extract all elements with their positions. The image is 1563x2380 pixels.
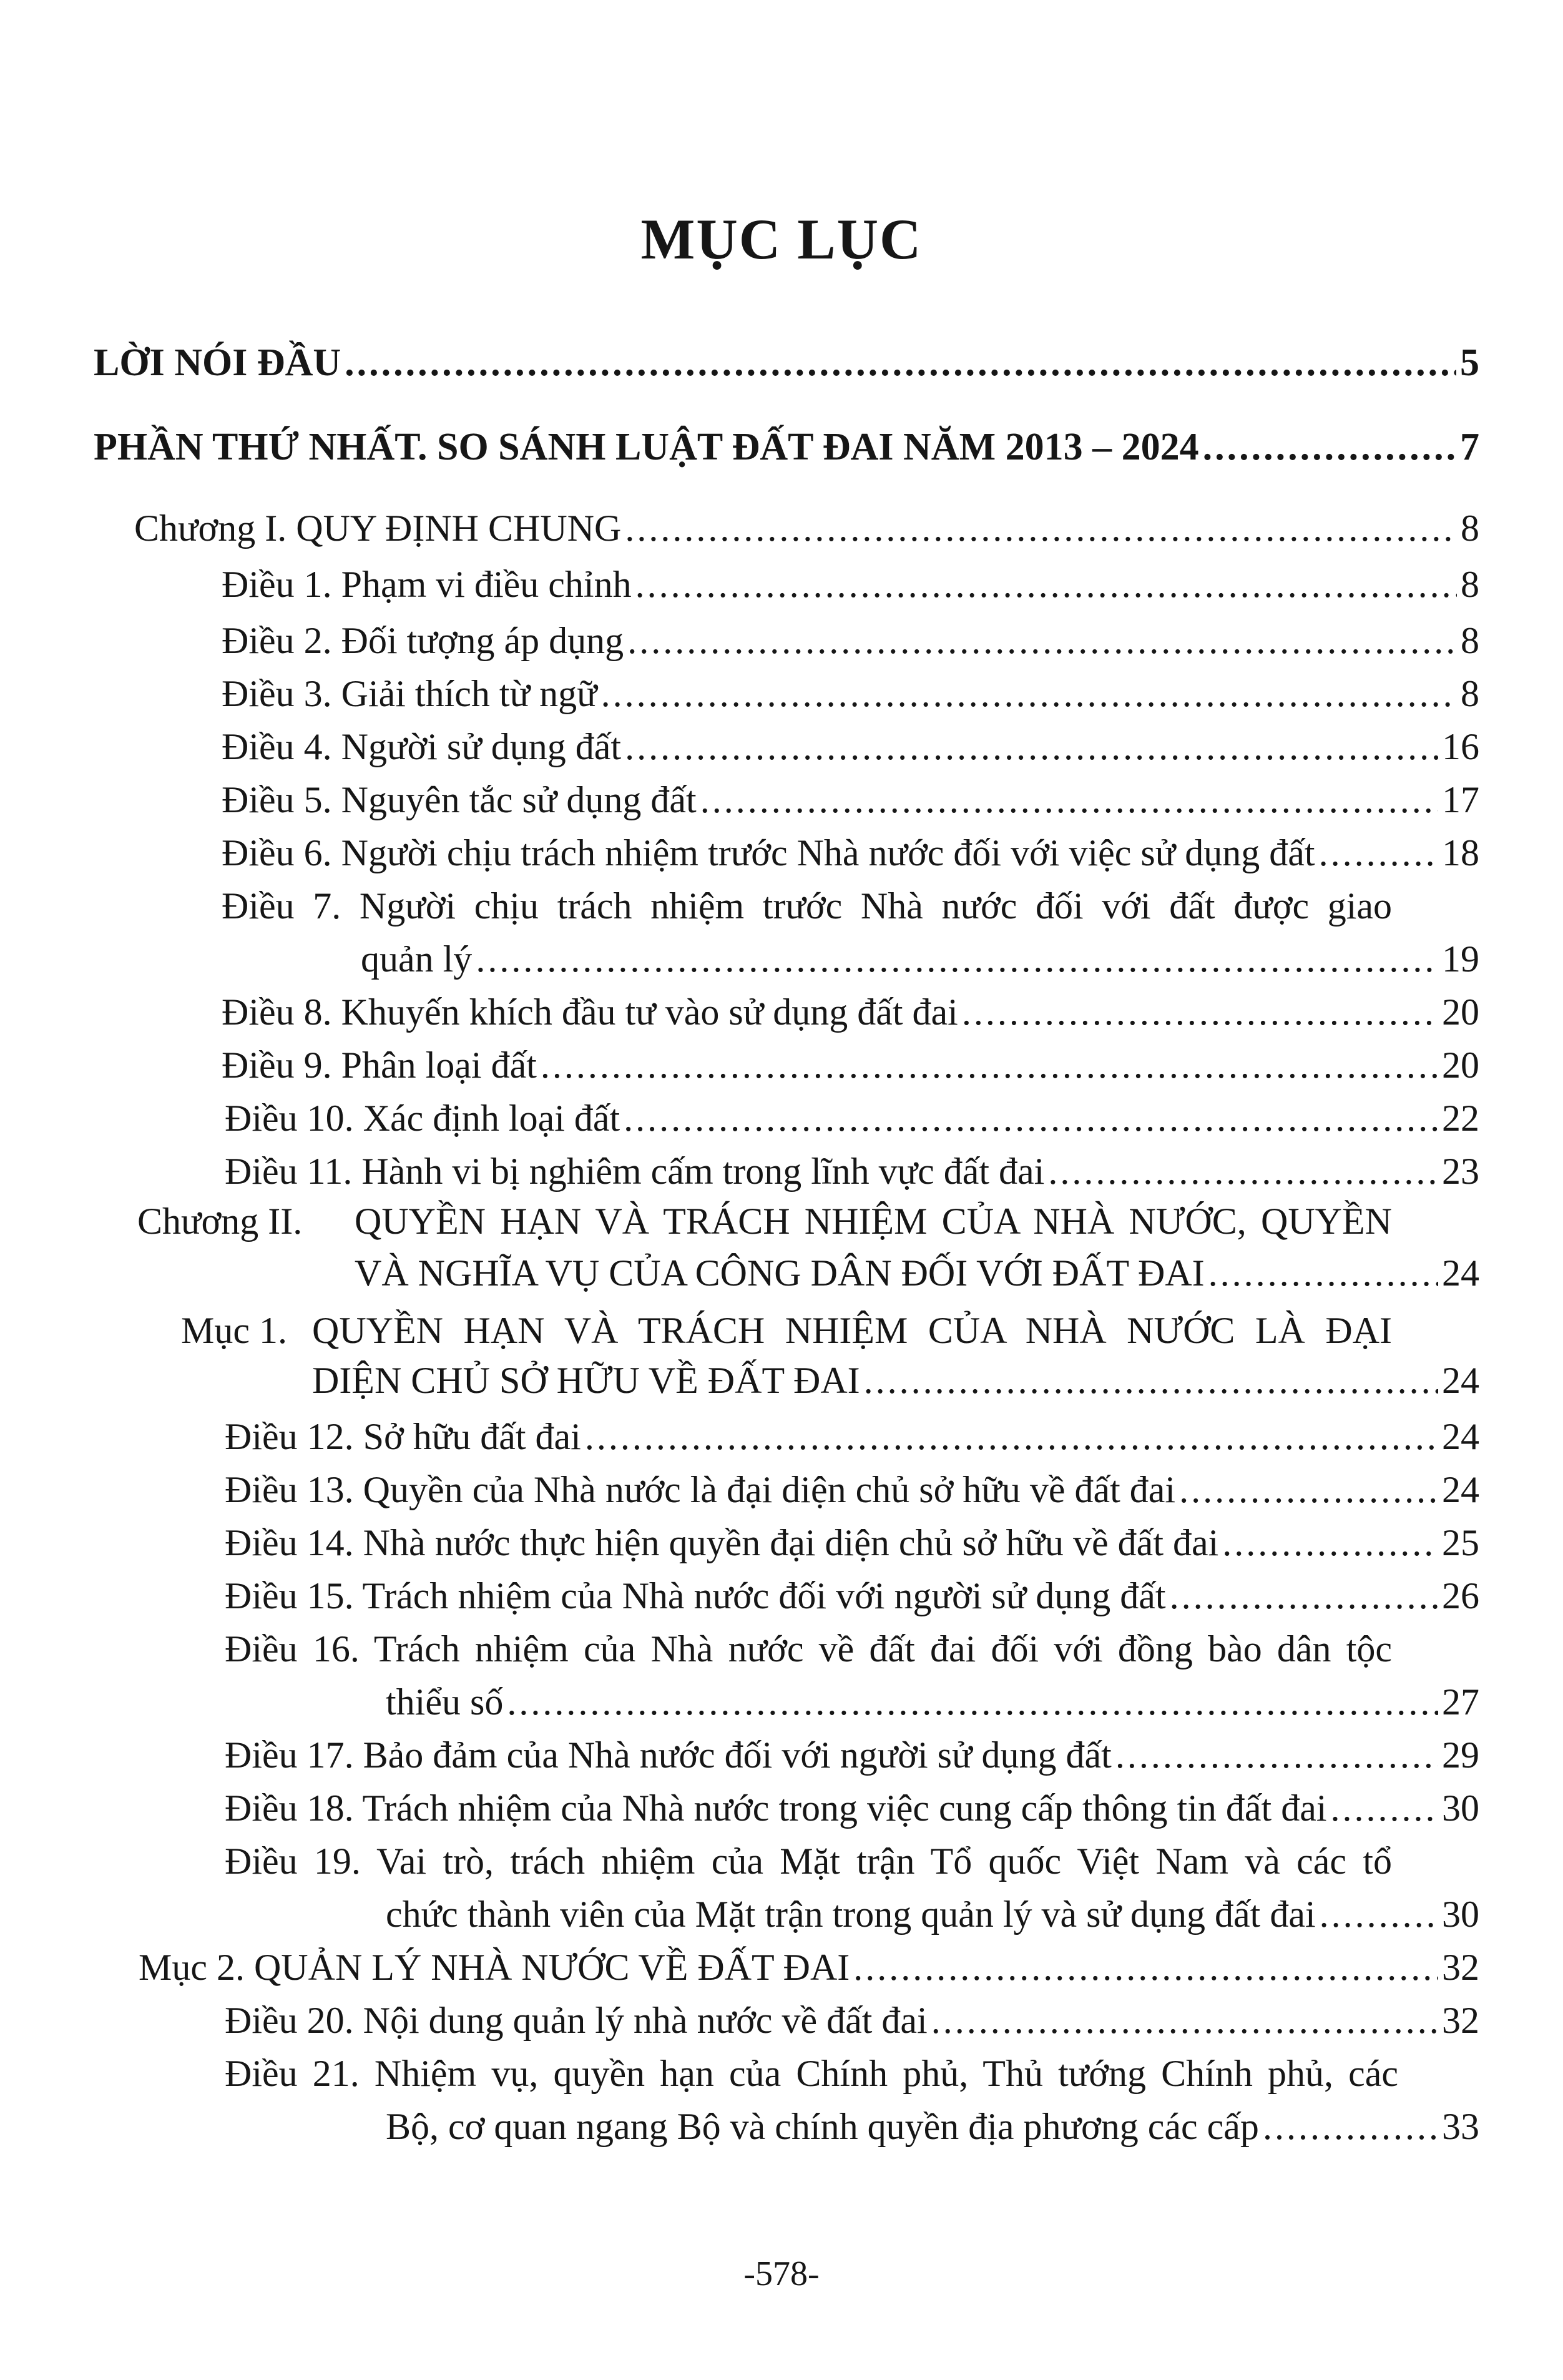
toc-label: VÀ NGHĨA VỤ CỦA CÔNG DÂN ĐỐI VỚI ĐẤT ĐAI xyxy=(355,1252,1205,1294)
toc-label: Điều 14. Nhà nước thực hiện quyền đại diện chủ sở hữu về đất đai xyxy=(225,1522,1219,1563)
dot-leader xyxy=(635,559,1457,610)
toc-page-number: 18 xyxy=(1442,832,1479,873)
toc-entry-article-11[interactable] xyxy=(225,1146,1479,1197)
toc-label: Điều 18. Trách nhiệm của Nhà nước trong việc cung cấp thông tin đất đai xyxy=(225,1787,1327,1829)
toc-entry-article-16-line1: Điều 16. Trách nhiệm của Nhà nước về đất đai đối với đồng bào dân tộc xyxy=(225,1628,1392,1669)
toc-label: Điều 12. Sở hữu đất đai xyxy=(225,1416,581,1457)
dot-leader xyxy=(625,721,1438,772)
toc-page-number: 8 xyxy=(1461,620,1479,661)
toc-label: Điều 20. Nội dung quản lý nhà nước về đất đai xyxy=(225,2000,928,2041)
dot-leader xyxy=(1319,827,1438,878)
toc-page-number: 23 xyxy=(1442,1151,1479,1192)
toc-label: Điều 8. Khuyến khích đầu tư vào sử dụng đất đai xyxy=(222,991,958,1033)
toc-entry-section-1[interactable] xyxy=(312,1355,1479,1406)
dot-leader xyxy=(476,933,1438,985)
toc-page-number: 20 xyxy=(1442,991,1479,1033)
toc-entry-article-12[interactable] xyxy=(225,1411,1479,1462)
toc-label: Điều 15. Trách nhiệm của Nhà nước đối với người sử dụng đất xyxy=(225,1575,1166,1616)
toc-page-number: 33 xyxy=(1442,2106,1479,2147)
toc-page-number: 24 xyxy=(1442,1416,1479,1457)
dot-leader xyxy=(864,1355,1438,1406)
toc-label: Điều 1. Phạm vi điều chỉnh xyxy=(222,564,632,605)
dot-leader xyxy=(1320,1889,1438,1940)
toc-page-number: 32 xyxy=(1442,2000,1479,2041)
toc-label: Điều 2. Đối tượng áp dụng xyxy=(222,620,624,661)
toc-page-number: 16 xyxy=(1442,726,1479,767)
dot-leader xyxy=(624,1093,1438,1144)
toc-page-number: 26 xyxy=(1442,1575,1479,1616)
dot-leader xyxy=(625,503,1457,554)
dot-leader xyxy=(1048,1146,1438,1197)
toc-entry-article-4[interactable] xyxy=(222,721,1479,772)
toc-page-number: 30 xyxy=(1442,1787,1479,1829)
toc-label: Điều 13. Quyền của Nhà nước là đại diện chủ sở hữu về đất đai xyxy=(225,1469,1176,1510)
toc-label: PHẦN THỨ NHẤT. SO SÁNH LUẬT ĐẤT ĐAI NĂM 2013 – 2024 xyxy=(94,426,1199,468)
toc-entry-article-21[interactable] xyxy=(386,2101,1479,2152)
toc-label: quản lý xyxy=(361,938,473,980)
dot-leader xyxy=(853,1942,1438,1993)
toc-entry-section-1-line1: QUYỀN HẠN VÀ TRÁCH NHIỆM CỦA NHÀ NƯỚC LÀ ĐẠI xyxy=(312,1310,1392,1351)
toc-entry-article-16[interactable] xyxy=(386,1676,1479,1728)
toc-entry-article-7[interactable] xyxy=(361,933,1479,985)
toc-label: Bộ, cơ quan ngang Bộ và chính quyền địa phương các cấp xyxy=(386,2106,1259,2147)
toc-entry-section-2[interactable] xyxy=(139,1942,1479,1993)
dot-leader xyxy=(1208,1247,1438,1299)
toc-page-number: 24 xyxy=(1442,1469,1479,1510)
dot-leader xyxy=(541,1040,1438,1091)
dot-leader xyxy=(1263,2101,1438,2152)
toc-entry-article-17[interactable] xyxy=(225,1729,1479,1781)
toc-entry-article-19[interactable] xyxy=(386,1889,1479,1940)
toc-entry-article-19-line1: Điều 19. Vai trò, trách nhiệm của Mặt trận Tổ quốc Việt Nam và các tổ xyxy=(225,1841,1392,1882)
toc-page-number: 24 xyxy=(1442,1360,1479,1401)
page-title: MỤC LỤC xyxy=(640,207,923,271)
toc-label: LỜI NÓI ĐẦU xyxy=(94,342,341,384)
toc-label: chức thành viên của Mặt trận trong quản lý và sử dụng đất đai xyxy=(386,1894,1316,1935)
dot-leader xyxy=(1203,421,1456,473)
toc-page-number: 27 xyxy=(1442,1681,1479,1723)
toc-page-number: 24 xyxy=(1442,1252,1479,1294)
toc-entry-chapter-2-line1: QUYỀN HẠN VÀ TRÁCH NHIỆM CỦA NHÀ NƯỚC, QUYỀN xyxy=(355,1201,1392,1242)
toc-entry-article-1[interactable] xyxy=(222,559,1479,610)
dot-leader xyxy=(1331,1783,1439,1834)
dot-leader xyxy=(1179,1464,1438,1515)
dot-leader xyxy=(1170,1570,1438,1621)
toc-page-number: 8 xyxy=(1461,508,1479,549)
toc-page-number: 25 xyxy=(1442,1522,1479,1563)
toc-entry-article-21-line1: Điều 21. Nhiệm vụ, quyền hạn của Chính phủ, Thủ tướng Chính phủ, các xyxy=(225,2053,1398,2094)
dot-leader xyxy=(962,986,1438,1038)
toc-entry-preface[interactable] xyxy=(94,337,1479,388)
toc-entry-part-1[interactable] xyxy=(94,421,1479,473)
toc-label: Chương I. QUY ĐỊNH CHUNG xyxy=(134,508,622,549)
toc-entry-article-18[interactable] xyxy=(225,1783,1479,1834)
toc-entry-article-13[interactable] xyxy=(225,1464,1479,1515)
toc-page-number: 8 xyxy=(1461,673,1479,714)
toc-label: Điều 9. Phân loại đất xyxy=(222,1045,537,1086)
toc-entry-article-3[interactable] xyxy=(222,668,1479,719)
toc-label: DIỆN CHỦ SỞ HỮU VỀ ĐẤT ĐAI xyxy=(312,1360,860,1401)
toc-entry-article-5[interactable] xyxy=(222,774,1479,825)
dot-leader xyxy=(345,337,1456,388)
dot-leader xyxy=(627,615,1457,666)
toc-entry-article-9[interactable] xyxy=(222,1040,1479,1091)
dot-leader xyxy=(1115,1729,1438,1781)
dot-leader xyxy=(1222,1517,1438,1568)
toc-entry-section-1-prefix: Mục 1. xyxy=(181,1310,287,1351)
toc-page-number: 5 xyxy=(1460,342,1479,384)
toc-entry-chapter-2[interactable] xyxy=(355,1247,1479,1299)
toc-entry-article-2[interactable] xyxy=(222,615,1479,666)
toc-label: Điều 4. Người sử dụng đất xyxy=(222,726,622,767)
toc-page-number: 19 xyxy=(1442,938,1479,980)
toc-label: Điều 3. Giải thích từ ngữ xyxy=(222,673,597,714)
toc-entry-article-10[interactable] xyxy=(225,1093,1479,1144)
dot-leader xyxy=(585,1411,1438,1462)
page-number: -578- xyxy=(743,2255,820,2293)
toc-entry-chapter-2-prefix: Chương II. xyxy=(137,1201,303,1242)
toc-entry-article-6[interactable] xyxy=(222,827,1479,878)
toc-page-number: 20 xyxy=(1442,1045,1479,1086)
toc-label: thiểu số xyxy=(386,1681,504,1723)
toc-label: Mục 2. QUẢN LÝ NHÀ NƯỚC VỀ ĐẤT ĐAI xyxy=(139,1947,850,1988)
dot-leader xyxy=(700,774,1438,825)
toc-label: Điều 5. Nguyên tắc sử dụng đất xyxy=(222,779,697,820)
toc-entry-article-14[interactable] xyxy=(225,1517,1479,1568)
toc-entry-article-8[interactable] xyxy=(222,986,1479,1038)
toc-label: Điều 11. Hành vi bị nghiêm cấm trong lĩnh vực đất đai xyxy=(225,1151,1045,1192)
toc-page-number: 8 xyxy=(1461,564,1479,605)
dot-leader xyxy=(507,1676,1438,1728)
toc-entry-chapter-1[interactable] xyxy=(134,503,1479,554)
dot-leader xyxy=(931,1995,1438,2046)
toc-page-number: 22 xyxy=(1442,1098,1479,1139)
toc-entry-article-15[interactable] xyxy=(225,1570,1479,1621)
toc-page-number: 7 xyxy=(1460,426,1479,468)
toc-page-number: 29 xyxy=(1442,1734,1479,1776)
toc-label: Điều 17. Bảo đảm của Nhà nước đối với người sử dụng đất xyxy=(225,1734,1112,1776)
toc-page-number: 32 xyxy=(1442,1947,1479,1988)
toc-page-number: 30 xyxy=(1442,1894,1479,1935)
toc-label: Điều 10. Xác định loại đất xyxy=(225,1098,620,1139)
toc-entry-article-20[interactable] xyxy=(225,1995,1479,2046)
toc-label: Điều 6. Người chịu trách nhiệm trước Nhà nước đối với việc sử dụng đất xyxy=(222,832,1315,873)
toc-page-number: 17 xyxy=(1442,779,1479,820)
dot-leader xyxy=(601,668,1457,719)
toc-entry-article-7-line1: Điều 7. Người chịu trách nhiệm trước Nhà nước đối với đất được giao xyxy=(222,885,1392,927)
